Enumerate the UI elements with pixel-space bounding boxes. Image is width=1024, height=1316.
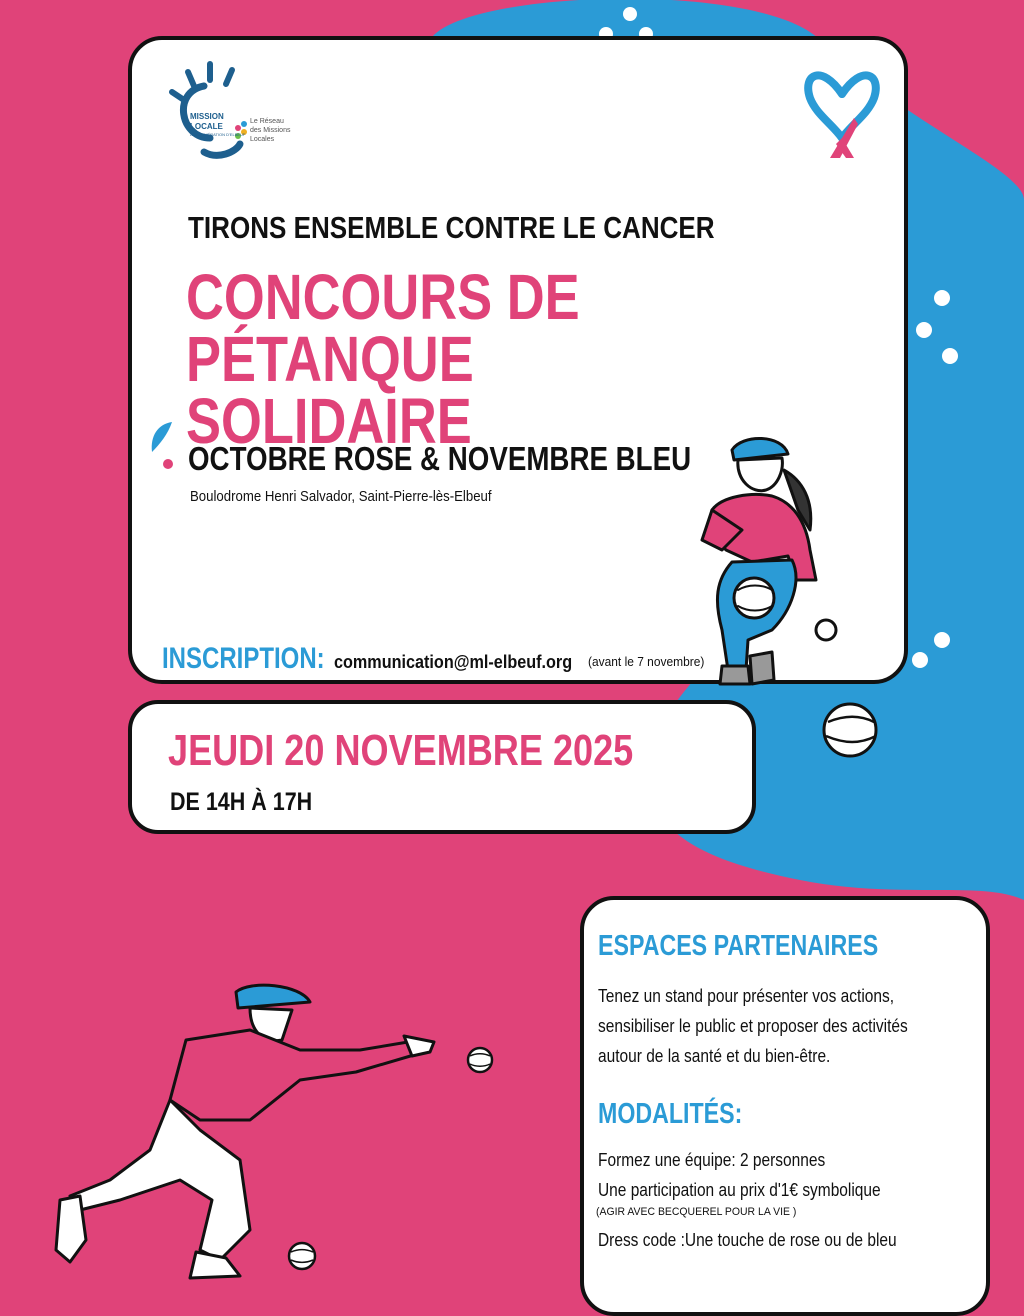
mission-locale-logo (152, 52, 291, 172)
info-card (580, 896, 990, 1316)
date-card (128, 700, 756, 834)
logo-network-line3: Locales (250, 136, 275, 143)
event-address: Boulodrome Henri Salvador, Saint-Pierre-lès-Elbeuf (190, 488, 492, 505)
event-subtitle: OCTOBRE ROSE & NOVEMBRE BLEU (188, 440, 692, 477)
inscription-deadline: (avant le 7 novembre) (588, 654, 705, 669)
decor-dot (912, 652, 928, 668)
title-line-1: CONCOURS DE PÉTANQUE (186, 261, 580, 395)
pink-blue-heart-ribbon-icon (802, 54, 882, 164)
modalities-dress-code: Dress code :Une touche de rose ou de bleu (598, 1230, 897, 1250)
tagline: TIRONS ENSEMBLE CONTRE LE CANCER (188, 210, 715, 245)
event-date: JEUDI 20 NOVEMBRE 2025 (168, 726, 634, 775)
modalities-price: Une participation au prix d'1€ symbolique (598, 1180, 881, 1200)
event-time: DE 14H À 17H (170, 788, 313, 816)
modalities-team: Formez une équipe: 2 personnes (598, 1150, 826, 1170)
modalities-heading: MODALITÉS: (598, 1098, 743, 1130)
decor-dot (623, 7, 637, 21)
decor-dot (934, 290, 950, 306)
logo-network-line1: Le Réseau (250, 118, 284, 125)
partners-line: autour de la santé et du bien-être. (598, 1046, 831, 1066)
decor-dot (942, 348, 958, 364)
page-title (186, 261, 842, 457)
logo-text-mission: MISSION (190, 112, 224, 121)
inscription-email-link[interactable]: communication@ml-elbeuf.org (334, 652, 573, 672)
partners-heading: ESPACES PARTENAIRES (598, 930, 879, 962)
logo-network-line2: des Missions (250, 127, 291, 134)
petanque-ball-icon (824, 704, 876, 756)
crouching-player-illustration (692, 430, 842, 690)
inscription-label: INSCRIPTION: (162, 642, 325, 675)
main-card (128, 36, 908, 684)
petanque-ball-icon (468, 1048, 492, 1072)
title-line-2: SOLIDAIRE (186, 385, 472, 457)
partners-line: Tenez un stand pour présenter vos actions, (598, 986, 895, 1006)
decor-dot (934, 632, 950, 648)
logo-text-locale: LOCALE (190, 122, 223, 131)
throwing-player-illustration (56, 985, 434, 1278)
decor-dot (916, 322, 932, 338)
partners-line: sensibiliser le public et proposer des activités (598, 1016, 908, 1036)
blue-drop-decor (146, 416, 176, 476)
petanque-ball-icon (289, 1243, 315, 1269)
modalities-note: (AGIR AVEC BECQUEREL POUR LA VIE ) (596, 1206, 797, 1218)
logo-text-agglo: AGGLOMÉRATION D'ELBEUF (190, 132, 246, 137)
